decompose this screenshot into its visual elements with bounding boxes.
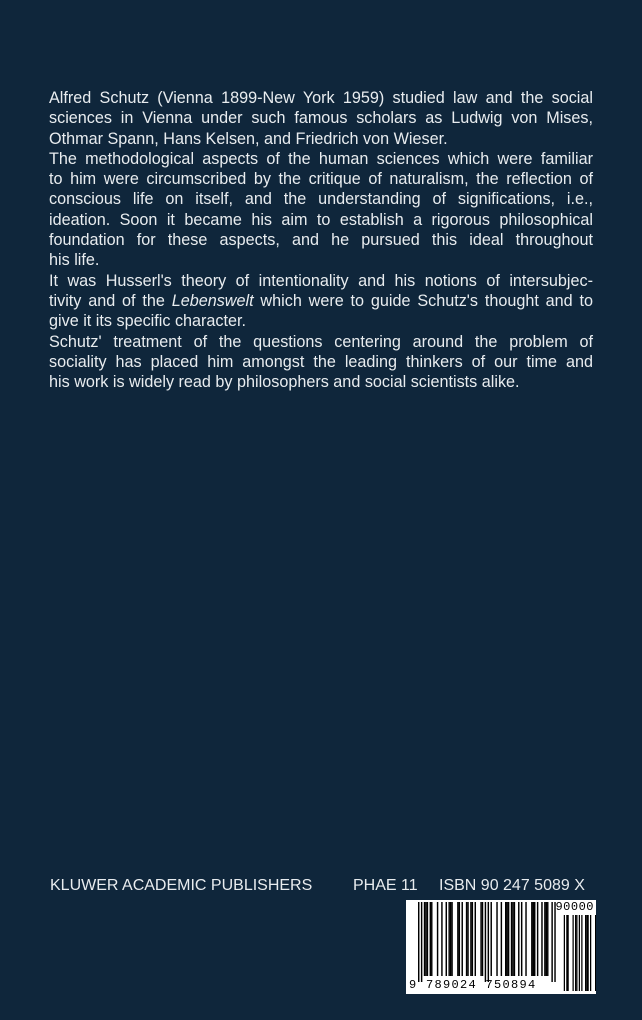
paragraph-methodology [49, 149, 593, 271]
barcode-addon-bar [586, 915, 587, 991]
text-line: sciences in Vienna under such famous scholars as Ludwig von Mises, [49, 109, 593, 128]
barcode-bar [424, 902, 425, 976]
barcode-bar [491, 902, 492, 976]
barcode-addon-bar [579, 915, 580, 991]
barcode-bar [467, 902, 468, 976]
text-line: sociality has placed him amongst the leading thinkers of our time and [49, 352, 593, 371]
text-line: give it its specific character. [49, 312, 247, 331]
barcode-bar [431, 902, 432, 976]
text-line: ideation. Soon it became his aim to establish a rigorous philosophical [49, 210, 593, 229]
barcode-bar [551, 902, 552, 982]
barcode-bar [441, 902, 442, 976]
barcode-bar [418, 902, 419, 982]
series-code: PHAE 11 [353, 877, 418, 894]
text-line: foundation for these aspects, and he pursued this ideal throughout [49, 231, 593, 250]
barcode-bar [518, 902, 519, 976]
barcode-bar [554, 902, 555, 982]
barcode-bar [470, 902, 471, 976]
barcode-bar [485, 902, 486, 982]
barcode-bar [505, 902, 506, 976]
barcode [406, 900, 596, 994]
barcode-bar [546, 902, 547, 976]
barcode-bar [425, 902, 426, 976]
barcode-bar [512, 902, 513, 976]
lebenswelt-italic: Lebenswelt [171, 291, 254, 310]
barcode-bar [521, 902, 522, 976]
text-span: which were to guide Schutz's thought and to [253, 291, 593, 310]
barcode-addon-bar [576, 915, 577, 991]
barcode-addon-bar [575, 915, 576, 991]
barcode-bar [457, 902, 458, 976]
barcode-bar [533, 902, 534, 976]
barcode-addon-bar [564, 915, 565, 991]
text-line [49, 291, 593, 311]
barcode-bar [475, 902, 476, 976]
barcode-bar [451, 902, 452, 976]
barcode-bar [437, 902, 438, 976]
barcode-bar [541, 902, 542, 976]
barcode-bar [462, 902, 463, 976]
barcode-bar [506, 902, 507, 976]
barcode-bar [430, 902, 431, 976]
text-line: his work is widely read by philosophers and social scientists alike. [49, 373, 520, 392]
blurb-text [49, 88, 593, 392]
barcode-ean-digits: 9 789024 750894 [409, 978, 537, 992]
barcode-bar [508, 902, 509, 976]
barcode-addon-bar [581, 915, 582, 991]
barcode-bar [482, 902, 483, 976]
paragraph-legacy [49, 332, 593, 393]
barcode-bar [450, 902, 451, 976]
text-line: Othmar Spann, Hans Kelsen, and Friedrich von Wieser. [49, 129, 448, 148]
text-line: to him were circumscribed by the critique of naturalism, the reflection of [49, 170, 593, 189]
barcode-addon-bar [590, 915, 591, 991]
text-line: Alfred Schutz (Vienna 1899-New York 1959) studied law and the social [49, 89, 593, 107]
text-line: The methodological aspects of the human sciences which were familiar [49, 149, 593, 168]
text-line: conscious life on itself, and the understanding of significations, i.e., [49, 190, 593, 209]
text-line: It was Husserl's theory of intentionality and his notions of intersubjec- [49, 271, 593, 290]
barcode-bar [446, 902, 447, 976]
barcode-bar [525, 902, 526, 976]
barcode-addon-bar [573, 915, 574, 991]
barcode-bar [427, 902, 428, 976]
publisher-name: KLUWER ACADEMIC PUBLISHERS [50, 877, 313, 894]
barcode-bar [544, 902, 545, 976]
barcode-bar [511, 902, 512, 976]
barcode-bar [466, 902, 467, 976]
barcode-bar [537, 902, 538, 976]
barcode-bar [480, 902, 481, 976]
text-line: Schutz' treatment of the questions centering around the problem of [49, 332, 593, 351]
barcode-bar [531, 902, 532, 976]
barcode-bar [514, 902, 515, 976]
barcode-addon-bar [568, 915, 569, 991]
barcode-bar [488, 902, 489, 982]
barcode-addon-bar [566, 915, 567, 991]
paragraph-biography [49, 88, 593, 149]
barcode-addon-bar [588, 915, 589, 991]
paragraph-husserl [49, 271, 593, 332]
barcode-bar [547, 902, 548, 976]
barcode-bar [472, 902, 473, 976]
isbn-label: ISBN 90 247 5089 X [439, 877, 585, 894]
barcode-addon-digits: 90000 [555, 900, 594, 914]
barcode-bar [459, 902, 460, 976]
barcode-addon-bar [585, 915, 586, 991]
barcode-bar [448, 902, 449, 976]
barcode-bar [496, 902, 497, 976]
publisher-footer [50, 876, 598, 898]
text-line: his life. [49, 251, 100, 270]
barcode-addon-bar [595, 915, 596, 991]
barcode-bar [534, 902, 535, 976]
text-span: tivity and of the [49, 291, 172, 310]
barcode-bar [421, 902, 422, 982]
barcode-bar [501, 902, 502, 976]
